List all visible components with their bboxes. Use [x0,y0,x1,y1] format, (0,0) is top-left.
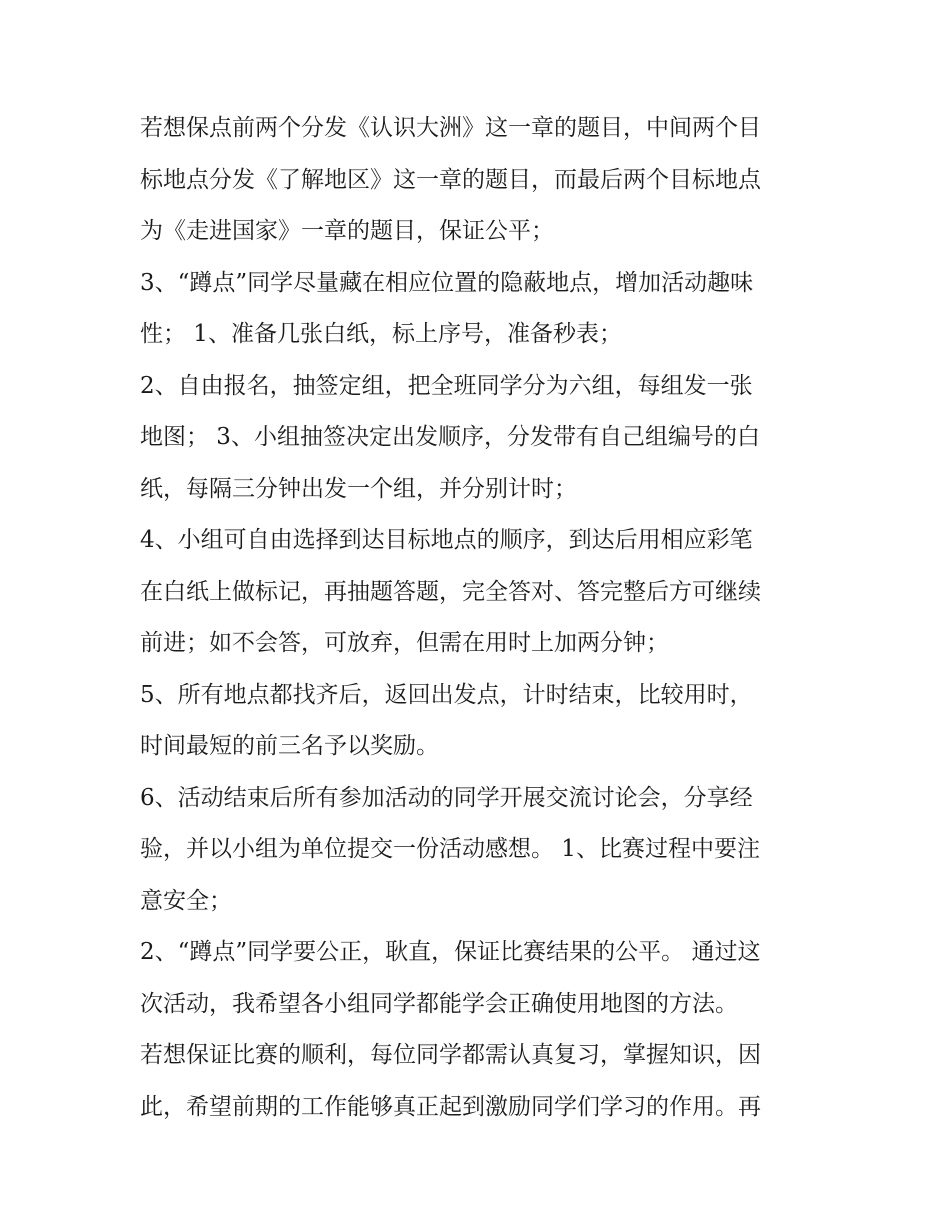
text-line: 6、活动结束后所有参加活动的同学开展交流讨论会，分享经 [140,784,753,811]
text-line: 在白纸上做标记，再抽题答题，完全答对、答完整后方可继续 [140,578,761,605]
text-line: 3、“蹲点”同学尽量藏在相应位置的隐蔽地点，增加活动趣味 [140,269,754,296]
text-line: 若想保点前两个分发《认识大洲》这一章的题目，中间两个目 [140,115,761,141]
text-line: 2、自由报名，抽签定组，把全班同学分为六组，每组发一张 [140,372,753,399]
text-line: 地图； 3、小组抽签决定出发顺序，分发带有自己组编号的白 [140,424,760,450]
text-line: 为《走进国家》一章的题目，保证公平； [140,218,554,244]
text-line: 4、小组可自由选择到达目标地点的顺序，到达后用相应彩笔 [140,527,753,553]
body-text [140,103,820,1133]
text-line: 若想保证比赛的顺利，每位同学都需认真复习，掌握知识，因 [140,1042,761,1068]
text-line: 此，希望前期的工作能够真正起到激励同学们学习的作用。再 [140,1093,761,1120]
text-line: 验，并以小组为单位提交一份活动感想。 1、比赛过程中要注 [140,836,760,862]
text-line: 意安全； [140,887,232,914]
text-line: 5、所有地点都找齐后，返回出发点，计时结束，比较用时， [140,681,753,708]
text-line: 次活动，我希望各小组同学都能学会正确使用地图的方法。 [140,990,738,1017]
text-line: 时间最短的前三名予以奖励。 [140,733,439,759]
text-line: 性； 1、准备几张白纸，标上序号，准备秒表； [140,321,622,347]
text-line: 前进；如不会答，可放弃，但需在用时上加两分钟； [140,630,669,656]
text-line: 纸，每隔三分钟出发一个组，并分别计时； [140,475,577,502]
text-line: 标地点分发《了解地区》这一章的题目，而最后两个目标地点 [140,166,761,193]
text-line: 2、“蹲点”同学要公正，耿直，保证比赛结果的公平。 通过这 [140,939,761,965]
